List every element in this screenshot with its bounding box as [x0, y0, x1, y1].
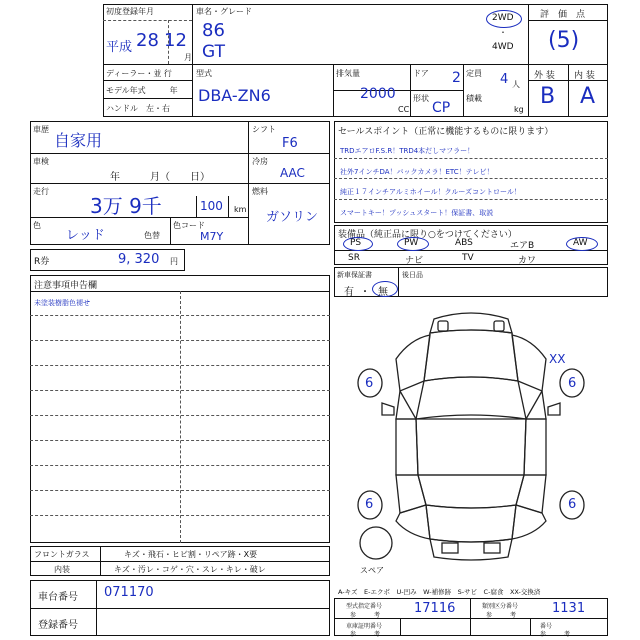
mileage-value: 3万 9千 — [90, 194, 162, 218]
shape-value: CP — [432, 100, 451, 116]
garage-cert-label: 車庫証明番号 — [346, 623, 383, 630]
notes-title: 注意事項申告欄 — [34, 281, 98, 291]
equip-tv: TV — [462, 253, 474, 263]
car-grade: GT — [202, 42, 225, 62]
cc-unit: CC — [398, 105, 410, 114]
ac-value: AAC — [280, 166, 305, 180]
ref1: 参 考 — [350, 612, 381, 619]
wheel-mark-rr: 6 — [568, 497, 577, 512]
xx-mark: XX — [549, 352, 566, 366]
new-car-warranty-label: 新車保証書 — [337, 271, 372, 279]
ref4: 参 考 — [540, 631, 571, 638]
sales-item-3: 純正１７インチアルミホイール！クルーズコントロール！ — [340, 188, 521, 196]
eval-score: (5) — [548, 28, 580, 53]
damage-legend: A-キズ E-エクボ U-凹み W-補修跡 S-サビ C-腐食 XX-交換済 — [338, 588, 541, 596]
dealer-label: ディーラー・並 行 — [106, 69, 172, 78]
doors-value: 2 — [452, 70, 461, 86]
warranty-yes: 有 — [344, 287, 354, 298]
chassis-label: 車台番号 — [38, 592, 78, 603]
drive-dot: ・ — [499, 28, 507, 37]
after-label: 後日品 — [402, 271, 423, 279]
capacity-label: 定員 — [466, 69, 482, 78]
equip-ps: PS — [350, 238, 362, 248]
yen-unit: 円 — [170, 257, 178, 266]
eval-label: 評 価 点 — [540, 10, 586, 20]
recycle-value: 9, 320 — [118, 252, 160, 267]
displacement-label: 排気量 — [336, 69, 360, 78]
era: 平成 — [106, 40, 133, 55]
spare-label: スペア — [360, 566, 384, 575]
fuel-label: 燃料 — [252, 187, 268, 196]
equip-pw: PW — [404, 238, 419, 248]
ref3: 参 考 — [350, 631, 381, 638]
drive-2wd: 2WD — [492, 13, 514, 23]
interior-text: キズ・汚レ・コゲ・穴・スレ・キレ・破レ — [114, 565, 266, 574]
kg-unit: kg — [514, 105, 524, 114]
interior-label: 内装 — [54, 565, 70, 574]
car-name-label: 車名・グレード — [196, 7, 252, 16]
sales-title: セールスポイント（正常に機能するものに限ります） — [338, 127, 554, 137]
equip-navi: ナビ — [405, 256, 424, 266]
equip-aw: AW — [573, 238, 588, 248]
model-designation-value: 17116 — [414, 601, 456, 616]
model-value: DBA-ZN6 — [198, 86, 271, 105]
month-unit: 月 — [184, 53, 192, 62]
car-name: 86 — [202, 20, 225, 41]
reg-label: 登録番号 — [38, 620, 78, 631]
equip-abs: ABS — [455, 238, 473, 248]
shift-value: F6 — [282, 136, 298, 151]
capacity-unit: 人 — [512, 80, 520, 89]
handle-label: ハンドル 左・右 — [106, 104, 170, 113]
inspection-date: 年 月（ 日） — [110, 172, 210, 183]
load-label: 積載 — [466, 94, 482, 103]
recycle-frame — [30, 249, 185, 271]
door-label: ドア — [413, 69, 429, 78]
fuel-value: ガソリン — [266, 210, 319, 225]
mileage-extra: 100 — [200, 199, 223, 213]
color-value: レッド — [66, 228, 105, 243]
class-value: 1131 — [552, 601, 586, 616]
shape-label: 形状 — [413, 94, 429, 103]
equip-sr: SR — [348, 253, 360, 263]
equip-leather: カワ — [518, 256, 537, 266]
mileage-label: 走行 — [33, 187, 49, 196]
ext-grade: B — [540, 84, 556, 109]
model-label: 型式 — [196, 69, 212, 78]
recycle-label: R券 — [34, 257, 50, 267]
region-label: 番号 — [540, 623, 553, 630]
class-label: 類別区分番号 — [482, 603, 519, 610]
capacity-value: 4 — [500, 72, 509, 87]
sales-item-4: スマートキー！プッシュスタート！保証書、取説 — [340, 209, 494, 217]
first-reg-label: 初度登録年月 — [106, 7, 154, 16]
int-label: 内 装 — [574, 71, 595, 81]
sales-item-2: 社外7インチDA！バックカメラ！ETC！テレビ！ — [340, 168, 494, 176]
notes-line-1: 未塗装樹脂色褪せ — [34, 299, 90, 307]
ac-label: 冷房 — [252, 157, 268, 166]
chassis-value: 071170 — [104, 585, 154, 600]
ref2: 参 考 — [486, 612, 517, 619]
warranty-no: 無 — [378, 287, 388, 298]
car-diagram — [334, 299, 608, 584]
windshield-label: フロントガラス — [34, 550, 90, 559]
warranty-dot: ・ — [360, 287, 370, 298]
inspection-label: 車検 — [33, 157, 49, 166]
wheel-mark-fr: 6 — [568, 376, 577, 391]
equip-airbag: エアB — [510, 241, 535, 251]
color-code: M7Y — [200, 230, 224, 243]
equipment-title: 装備品（純正品に限り○をつけてください） — [338, 230, 517, 240]
sales-item-1: TRDエアロF.S.R！TRD4本だしマフラー！ — [340, 147, 475, 155]
reg-month: 12 — [164, 30, 187, 51]
drive-4wd: 4WD — [492, 42, 514, 52]
wheel-mark-rl: 6 — [365, 497, 374, 512]
model-year-label: モデル年式 年 — [106, 86, 178, 95]
ext-label: 外 装 — [534, 71, 555, 81]
model-designation-label: 型式指定番号 — [346, 603, 383, 610]
reg-year: 28 — [136, 30, 159, 51]
same-color-label: 色替 — [144, 231, 160, 240]
color-code-label: 色コード — [173, 221, 205, 230]
wheel-mark-fl: 6 — [365, 376, 374, 391]
use-label: 車歴 — [33, 125, 49, 134]
color-label: 色 — [33, 221, 41, 230]
windshield-text: キズ・飛石・ヒビ割・リペア跡・X要 — [124, 550, 258, 559]
displacement-value: 2000 — [360, 86, 396, 102]
km-unit: km — [234, 205, 247, 214]
int-grade: A — [580, 84, 596, 109]
use-value: 自家用 — [54, 131, 103, 150]
shift-label: シフト — [252, 125, 276, 134]
